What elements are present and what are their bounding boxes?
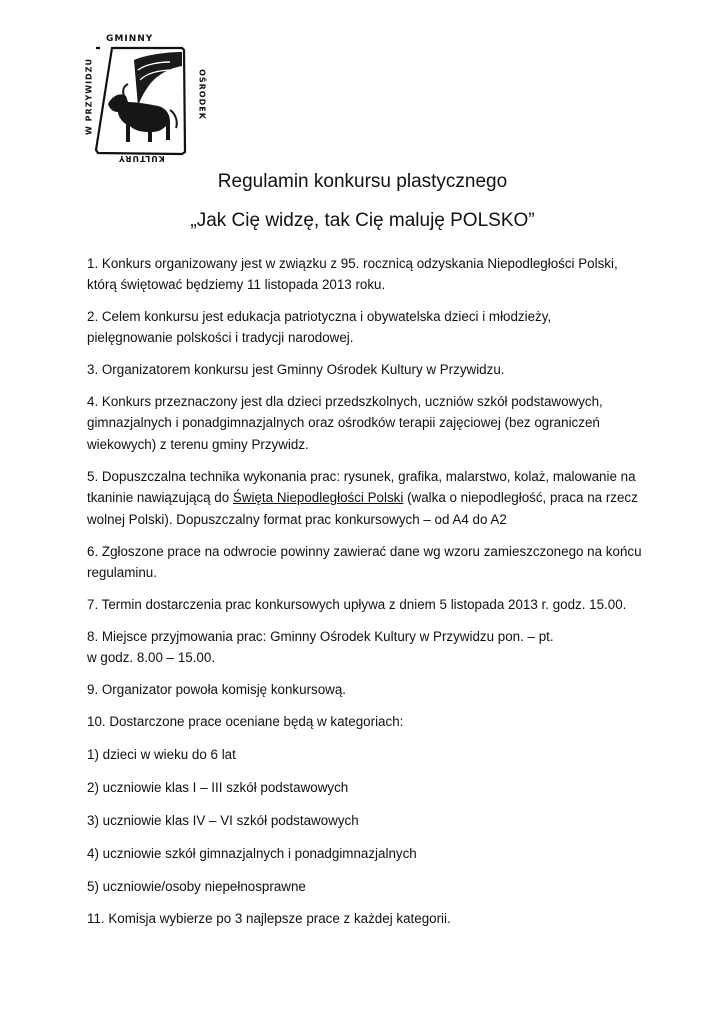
category-2 [87,777,647,798]
rule-7-line-1: 7. Termin dostarczenia prac konkursowych upływa z dniem 5 listopada 2013 r. godz. 15.00. [87,597,627,612]
rule-2-line-2: pielęgnowanie polskości i tradycji narodowej. [87,330,354,346]
holiday-link[interactable]: Święta Niepodległości Polski [232,490,404,506]
rule-5-line-1: 5. Dopuszczalna technika wykonania prac: rysunek, grafika, malarstwo, kolaż, malowanie na [87,469,636,484]
category-5 [87,876,647,897]
category-1 [87,744,647,765]
category-5-line: 5) uczniowie/osoby niepełnosprawne [87,879,306,894]
category-1-line: 1) dzieci w wieku do 6 lat [87,747,236,762]
rule-4-line-3: wiekowych) z terenu gminy Przywidz. [87,436,309,452]
rule-1 [87,253,647,296]
category-3 [87,810,647,831]
rule-1-line-1: 1. Konkurs organizowany jest w związku z 95. rocznicą odzyskania Niepodległości Polski, [87,256,618,271]
rule-9 [87,679,647,700]
rule-4-line-2: gimnazjalnych i ponadgimnazjalnych oraz ośrodków terapii zajęciowej (bez ograniczeń [87,415,600,431]
rule-2-line-1: 2. Celem konkursu jest edukacja patriotyczna i obywatelska dzieci i młodzieży, [87,309,552,324]
category-2-line: 2) uczniowie klas I – III szkół podstawowych [87,780,349,795]
rule-5-line-2-before: tkaninie nawiązującą do [87,490,233,506]
rule-1-line-2: którą świętować będziemy 11 listopada 2013 roku. [87,277,386,293]
logo-text-left: W PRZYWIDZU [84,58,94,135]
logo-text-top: GMINNY [106,34,154,44]
rule-10 [87,711,647,732]
rule-3 [87,359,647,380]
horse-emblem-icon [78,40,210,158]
rule-4-line-1: 4. Konkurs przeznaczony jest dla dzieci przedszkolnych, uczniów szkół podstawowych, [87,394,603,409]
category-3-line: 3) uczniowie klas IV – VI szkół podstawowych [87,813,359,828]
gok-przywidz-logo [78,34,210,163]
rule-6 [87,541,647,584]
rule-6-line-2: regulaminu. [87,565,157,581]
rule-8 [87,626,647,669]
rule-5-line-3: wolnej Polski). Dopuszczalny format prac konkursowych – od A4 do A2 [87,511,507,527]
logo-text-bottom: KULTURY [118,154,165,163]
document-subtitle: „Jak Cię widzę, tak Cię maluję POLSKO” [190,210,535,231]
category-4 [87,843,647,864]
category-4-line: 4) uczniowie szkół gimnazjalnych i ponadgimnazjalnych [87,846,417,861]
rule-5 [87,466,647,530]
rule-5-line-2-after: (walka o niepodległość, praca na rzecz [403,490,638,506]
rule-6-line-1: 6. Zgłoszone prace na odwrocie powinny zawierać dane wg wzoru zamieszczonego na końcu [87,544,642,559]
rule-3-line-1: 3. Organizatorem konkursu jest Gminny Ośrodek Kultury w Przywidzu. [87,362,505,377]
rule-2 [87,306,647,349]
rule-10-line-1: 10. Dostarczone prace oceniane będą w kategoriach: [87,714,404,729]
rule-7 [87,594,647,615]
rule-8-line-2: w godz. 8.00 – 15.00. [87,650,216,666]
rule-11 [87,908,647,929]
logo-text-right: OŚRODEK [197,69,207,120]
rule-4 [87,391,647,455]
rule-8-line-1: 8. Miejsce przyjmowania prac: Gminny Ośrodek Kultury w Przywidzu pon. – pt. [87,629,554,644]
rule-9-line-1: 9. Organizator powoła komisję konkursową. [87,682,347,697]
document-title: Regulamin konkursu plastycznego [217,171,508,192]
rule-11-line-1: 11. Komisja wybierze po 3 najlepsze prace z każdej kategorii. [87,911,451,926]
